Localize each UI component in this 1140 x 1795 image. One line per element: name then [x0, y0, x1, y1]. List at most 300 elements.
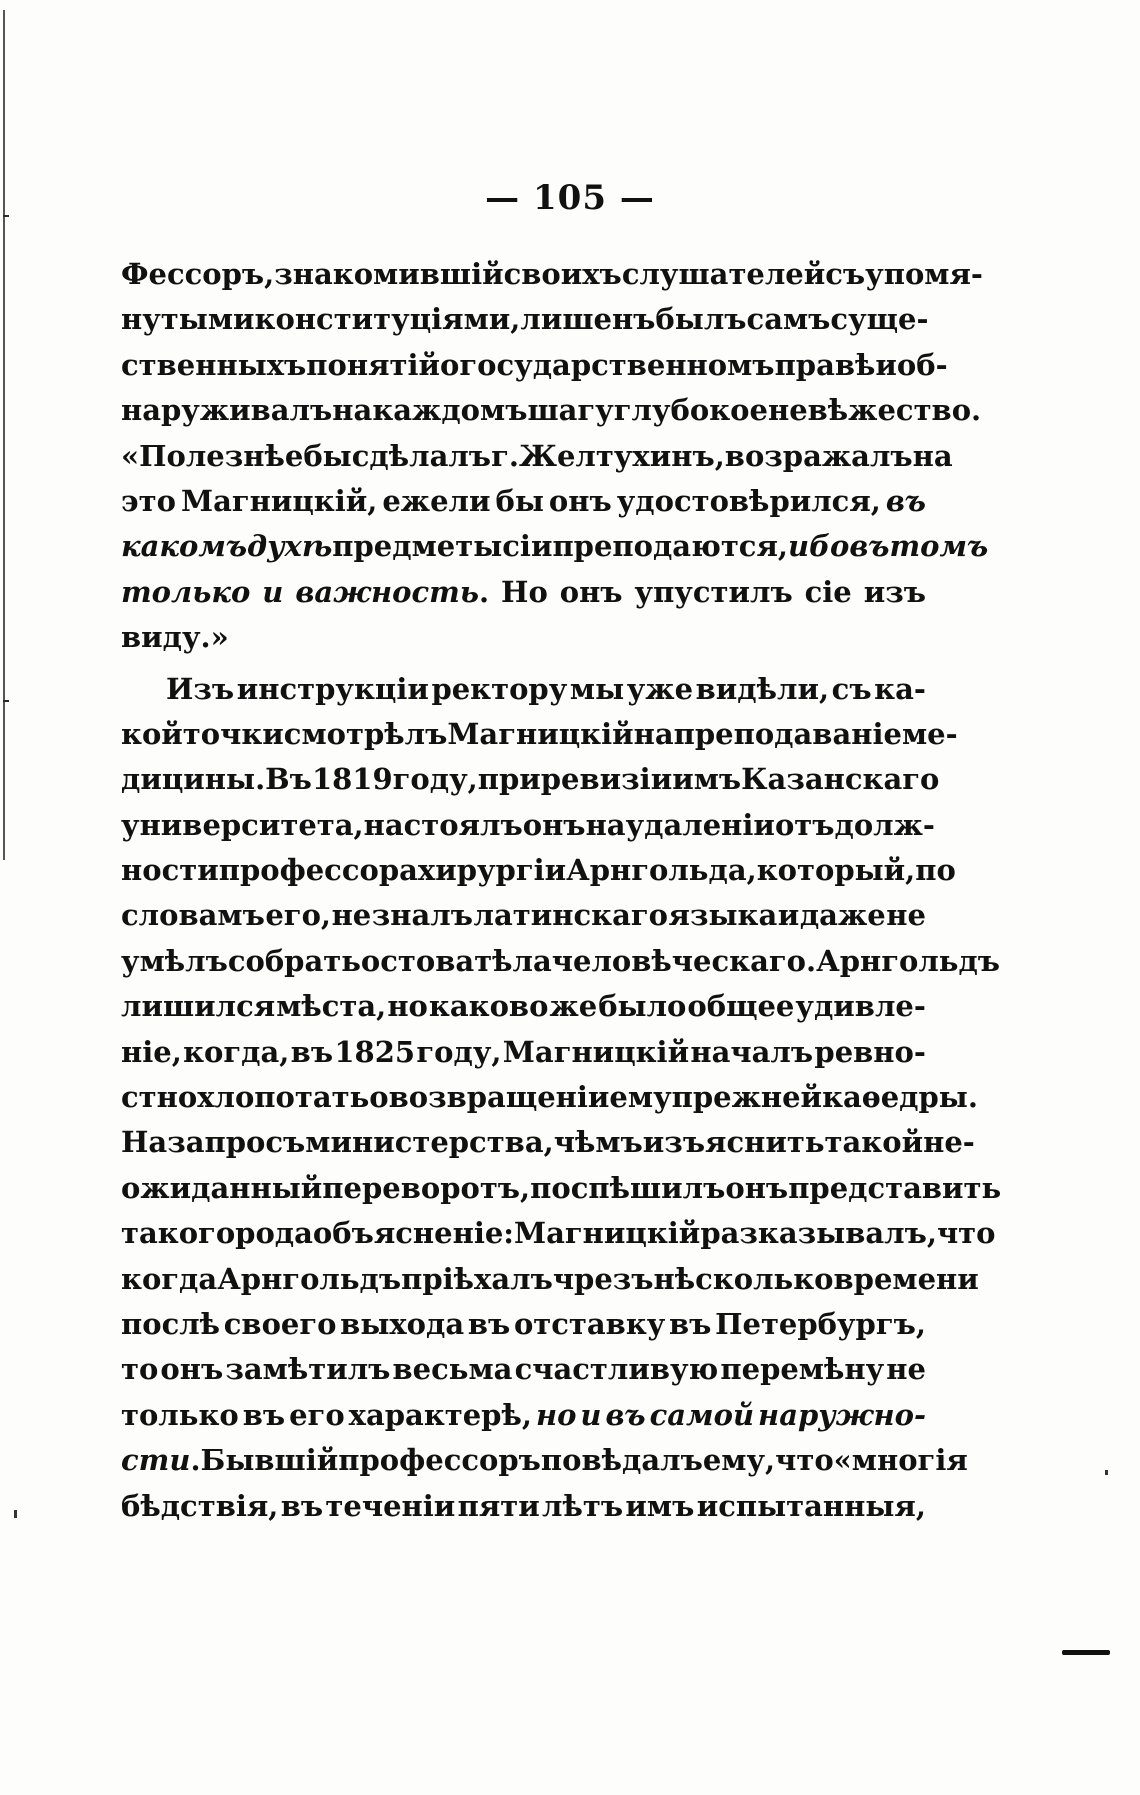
text-run: виду.»: [121, 620, 229, 655]
word: [902, 712, 958, 757]
text-run: съ: [825, 257, 866, 291]
text-run: когда,: [183, 1034, 290, 1069]
word: [121, 1166, 322, 1211]
text-line: [121, 388, 982, 433]
text-run: кой: [121, 716, 183, 751]
word: [560, 570, 623, 615]
word: [598, 984, 686, 1029]
text-run: сіи: [502, 529, 553, 564]
text-run: языка: [668, 898, 778, 933]
text-run: каѳедры.: [822, 1080, 978, 1115]
word: [332, 893, 372, 938]
text-run: ніе,: [121, 1034, 182, 1069]
word: [183, 1030, 289, 1075]
text-run: самъ: [746, 302, 831, 337]
word: [650, 1393, 754, 1438]
text-run: Бывшій: [200, 1443, 339, 1478]
word: [605, 1393, 645, 1438]
text-run: латинскаго: [473, 898, 668, 933]
word: [654, 1257, 834, 1302]
word: [696, 667, 829, 712]
text-run: онъ: [160, 1352, 224, 1387]
word: [372, 893, 473, 938]
text-run: имъ: [672, 762, 742, 797]
word: [121, 984, 275, 1029]
word: [224, 1302, 337, 1347]
text-run: Желтухинъ,: [518, 438, 725, 473]
text-run: времени: [833, 1261, 979, 1296]
word: [265, 893, 331, 938]
text-run: отставку: [513, 1306, 666, 1341]
word: [265, 757, 312, 802]
word: [474, 939, 552, 984]
word: [552, 939, 816, 984]
text-run: бы: [495, 483, 544, 518]
binding-edge-line: [3, 10, 5, 860]
text-run: съ: [831, 671, 872, 706]
text-line: [121, 1347, 926, 1392]
paragraph: [121, 667, 1002, 1529]
word: [334, 1030, 415, 1075]
text-run: Магницкій: [502, 1034, 690, 1069]
word: [284, 712, 448, 757]
word: [121, 848, 219, 893]
word: [697, 1484, 926, 1529]
word: [217, 1257, 401, 1302]
word: [303, 434, 351, 479]
text-run: глубокое: [613, 393, 768, 428]
word: [700, 1211, 937, 1256]
text-run: Фессоръ,: [121, 257, 275, 291]
text-run: чрезъ: [552, 1261, 654, 1296]
text-run: каждомъ: [372, 393, 528, 428]
text-run: тѣла: [474, 943, 552, 978]
word: [121, 1438, 201, 1483]
word: [121, 524, 247, 569]
word: [121, 388, 332, 433]
word: [832, 667, 872, 712]
word: [431, 667, 567, 712]
word: [183, 712, 284, 757]
text-line: [121, 848, 956, 893]
word: [121, 615, 229, 660]
text-line: [121, 570, 926, 615]
text-run: суще-: [830, 302, 929, 337]
word: [617, 479, 881, 524]
word: [504, 252, 622, 297]
text-run: предметы: [332, 529, 503, 564]
word: [915, 848, 956, 893]
word: [503, 1030, 689, 1075]
text-line: [121, 1120, 975, 1165]
word: [349, 1393, 532, 1438]
word: [352, 434, 491, 479]
text-run: сіе: [804, 574, 852, 609]
word: [674, 712, 902, 757]
word: [312, 757, 393, 802]
word: [527, 388, 613, 433]
text-run: о: [369, 1080, 389, 1115]
word: [416, 1030, 501, 1075]
word: [816, 939, 1000, 984]
word: [747, 297, 831, 342]
text-run: же: [549, 989, 598, 1024]
text-run: преподаваніе: [673, 716, 902, 751]
word: [690, 1030, 813, 1075]
text-run: это: [121, 483, 176, 518]
word: [281, 1484, 323, 1529]
text-run: «Полезнѣе: [121, 438, 304, 473]
word: [874, 667, 926, 712]
word: [758, 1393, 926, 1438]
text-run: былъ: [655, 302, 747, 337]
italic-text: и: [262, 574, 284, 609]
text-run: испытанныя,: [696, 1488, 926, 1523]
text-run: году,: [392, 762, 478, 797]
word: [468, 1302, 510, 1347]
word: [121, 893, 265, 938]
text-run: Магницкій: [514, 1216, 701, 1251]
word: [291, 1030, 333, 1075]
text-run: 1825: [334, 1034, 416, 1069]
word: [325, 1484, 455, 1529]
word: [332, 524, 502, 569]
text-line: [121, 1484, 926, 1529]
text-run: чѣмъ: [553, 1125, 643, 1160]
text-run: нѣсколько: [653, 1261, 834, 1296]
word: [549, 984, 597, 1029]
text-line: [121, 1075, 978, 1120]
text-line: [121, 984, 926, 1029]
word: [886, 893, 926, 938]
text-run: возвращеніи: [388, 1080, 610, 1115]
text-run: Петербургъ,: [715, 1306, 926, 1341]
word: [805, 570, 852, 615]
text-run: остова: [360, 943, 475, 978]
word: [121, 1257, 217, 1302]
text-run: ему: [609, 1080, 672, 1115]
word: [530, 1166, 725, 1211]
word: [332, 388, 372, 433]
text-run: только: [121, 1397, 239, 1432]
text-run: что: [936, 1216, 996, 1251]
text-run: своихъ: [503, 257, 622, 291]
text-run: было: [598, 989, 687, 1024]
text-run: настоялъ: [363, 807, 523, 842]
word: [338, 1438, 541, 1483]
word: [897, 343, 948, 388]
text-line: [121, 803, 935, 848]
text-run: началъ: [690, 1034, 814, 1069]
word: [549, 479, 612, 524]
text-run: понятій: [306, 347, 441, 382]
text-run: теченіи: [325, 1488, 456, 1523]
text-run: бы: [303, 438, 352, 473]
word: [393, 1347, 513, 1392]
word: [536, 1393, 576, 1438]
word: [121, 757, 265, 802]
word: [181, 479, 377, 524]
text-run: ежели: [382, 483, 491, 518]
word: [614, 388, 768, 433]
text-run: счастливую: [514, 1352, 719, 1387]
italic-text: сти: [121, 1443, 191, 1478]
text-run: каково: [428, 989, 549, 1024]
text-run: послѣ: [121, 1306, 221, 1341]
text-run: не-: [923, 1125, 975, 1160]
word: [541, 757, 672, 802]
word: [243, 1393, 285, 1438]
text-run: замѣтилъ: [225, 1352, 391, 1387]
word: [627, 667, 693, 712]
text-run: запросъ: [167, 1125, 306, 1160]
word: [361, 939, 474, 984]
text-run: на: [585, 807, 626, 842]
word: [865, 252, 983, 297]
text-run: Магницкій: [447, 716, 634, 751]
italic-text: наружно-: [758, 1397, 926, 1432]
text-run: ему,: [702, 1443, 776, 1478]
word: [401, 1257, 553, 1302]
text-run: бѣдствія,: [121, 1488, 279, 1523]
text-run: Арнгольдъ: [816, 943, 1001, 978]
word: [121, 252, 274, 297]
word: [440, 343, 459, 388]
text-run: который,: [756, 853, 916, 888]
word: [364, 803, 523, 848]
text-run: мѣста,: [276, 989, 387, 1024]
word: [514, 1302, 665, 1347]
word: [121, 939, 228, 984]
word: [255, 297, 521, 342]
word: [554, 1120, 643, 1165]
text-run: лѣтъ: [542, 1488, 624, 1523]
word: [875, 343, 897, 388]
word: [121, 1393, 239, 1438]
word: [814, 1030, 925, 1075]
text-run: на: [633, 716, 674, 751]
word: [491, 434, 519, 479]
text-run: г.: [491, 438, 519, 473]
word: [305, 1120, 553, 1165]
word: [121, 343, 306, 388]
word: [276, 984, 386, 1029]
word: [523, 803, 586, 848]
italic-text: только: [121, 574, 251, 609]
word: [167, 1120, 305, 1165]
word: [160, 1347, 223, 1392]
text-run: смотрѣлъ: [283, 716, 448, 751]
word: [474, 893, 668, 938]
text-run: дицины.: [121, 762, 266, 797]
text-run: лишился: [121, 989, 276, 1024]
text-run: Въ: [265, 762, 312, 797]
word: [121, 434, 303, 479]
word: [121, 1075, 197, 1120]
word: [586, 803, 626, 848]
page-edge-mark: [1062, 1650, 1110, 1655]
word: [121, 1120, 167, 1165]
word: [849, 524, 889, 569]
word: [121, 1211, 235, 1256]
word: [890, 524, 989, 569]
text-run: даже: [799, 898, 886, 933]
word: [121, 297, 255, 342]
text-run: онъ: [725, 1170, 789, 1205]
body-text: [121, 252, 1002, 1529]
text-line: [121, 712, 958, 757]
text-run: стно: [121, 1080, 198, 1115]
text-run: но: [387, 989, 428, 1024]
text-run: ка-: [874, 671, 926, 706]
word: [768, 388, 981, 433]
word: [788, 1166, 1001, 1211]
text-run: профессоръ: [338, 1443, 541, 1478]
text-run: въ: [467, 1306, 511, 1341]
text-run: перемѣну: [720, 1352, 885, 1387]
word: [703, 1438, 775, 1483]
italic-text: томъ: [889, 529, 989, 564]
text-run: преподаются,: [552, 529, 788, 564]
scan-speck: [14, 1510, 17, 1518]
text-line: [121, 757, 940, 802]
word: [830, 297, 928, 342]
text-run: ректору: [431, 671, 568, 706]
word: [121, 712, 183, 757]
text-run: о: [440, 347, 460, 382]
word: [886, 1347, 926, 1392]
word: [822, 1075, 978, 1120]
word: [834, 1438, 968, 1483]
word: [306, 343, 440, 388]
text-run: на: [332, 393, 373, 428]
word: [121, 570, 250, 615]
text-run: переворотъ,: [322, 1170, 531, 1205]
word: [340, 1302, 464, 1347]
word: [923, 1120, 975, 1165]
text-line: [121, 667, 926, 712]
text-run: ревно-: [814, 1034, 926, 1069]
word: [775, 1438, 834, 1483]
text-run: профессора: [218, 853, 418, 888]
word: [121, 1347, 158, 1392]
text-run: изъяснить: [642, 1125, 825, 1160]
text-line: [121, 1302, 926, 1347]
word: [542, 1484, 623, 1529]
text-run: умѣлъ: [121, 943, 228, 978]
text-run: Но: [501, 574, 548, 609]
word: [289, 1393, 345, 1438]
text-run: собрать: [227, 943, 361, 978]
word: [235, 1211, 313, 1256]
text-run: выхода: [340, 1306, 465, 1341]
word: [553, 1257, 654, 1302]
word: [478, 757, 541, 802]
text-line: [121, 1393, 926, 1438]
text-run: Арнгольдъ: [217, 1261, 402, 1296]
text-run: повѣдалъ: [540, 1443, 703, 1478]
word: [459, 343, 774, 388]
word: [429, 984, 549, 1029]
word: [669, 1302, 711, 1347]
word: [834, 1257, 979, 1302]
text-run: когда: [121, 1261, 218, 1296]
word: [775, 343, 876, 388]
word: [566, 848, 757, 893]
text-run: .: [190, 1443, 201, 1478]
word: [864, 570, 926, 615]
text-line: [121, 1211, 996, 1256]
word: [418, 848, 566, 893]
text-run: сдѣлалъ: [351, 438, 492, 473]
word: [643, 1120, 825, 1165]
text-line: [121, 893, 926, 938]
word: [219, 848, 418, 893]
text-run: изъ: [863, 574, 926, 609]
word: [775, 803, 835, 848]
word: [369, 1075, 388, 1120]
italic-text: важность: [295, 574, 479, 609]
word: [672, 1075, 822, 1120]
text-run: представить: [788, 1170, 1002, 1205]
text-run: об-: [896, 347, 948, 382]
text-line: [121, 939, 1001, 984]
word: [197, 1075, 369, 1120]
word: [495, 479, 543, 524]
word: [778, 893, 800, 938]
text-line: [121, 524, 989, 569]
word: [274, 252, 503, 297]
text-run: упустилъ: [634, 574, 793, 609]
word: [570, 667, 624, 712]
text-run: лишенъ: [520, 302, 656, 337]
text-run: университета,: [121, 807, 364, 842]
word: [247, 524, 332, 569]
text-run: человѣческаго.: [551, 943, 817, 978]
text-run: Казанскаго: [741, 762, 940, 797]
text-run: мы: [569, 671, 625, 706]
text-run: удостовѣрился,: [616, 483, 881, 518]
word: [725, 434, 913, 479]
word: [313, 1211, 514, 1256]
word: [519, 434, 725, 479]
text-run: ственныхъ: [121, 347, 307, 382]
word: [501, 570, 548, 615]
word: [121, 479, 176, 524]
italic-text: духѣ: [247, 529, 333, 564]
text-line: [121, 297, 929, 342]
text-run: характерѣ,: [348, 1397, 532, 1432]
text-run: инструкціи: [236, 671, 429, 706]
text-run: пяти: [457, 1488, 540, 1523]
paragraph: [121, 252, 989, 661]
word: [669, 893, 778, 938]
text-run: министерства,: [305, 1125, 554, 1160]
text-run: государственномъ: [459, 347, 775, 382]
italic-text: и: [580, 1397, 602, 1432]
text-run: прежней: [671, 1080, 823, 1115]
text-run: словамъ: [121, 898, 265, 933]
text-run: онъ: [548, 483, 612, 518]
italic-text: но: [535, 1397, 577, 1432]
italic-text: въ: [885, 483, 926, 518]
text-run: хлопотать: [197, 1080, 370, 1115]
text-run: точки: [182, 716, 284, 751]
word: [800, 893, 886, 938]
scan-speck: [1105, 1470, 1108, 1475]
text-run: въ: [290, 1034, 334, 1069]
text-run: наруживалъ: [121, 393, 333, 428]
